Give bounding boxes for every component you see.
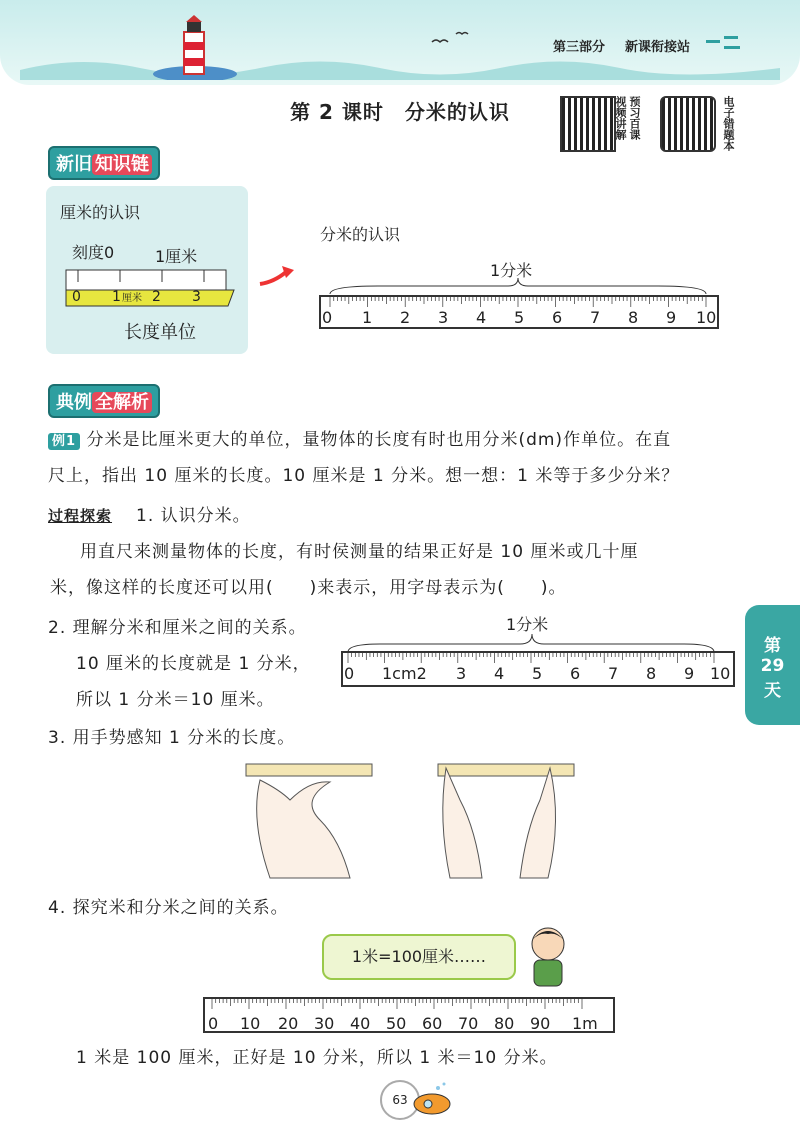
conclusion-text: 1 米是 100 厘米，正好是 10 分米，所以 1 米＝10 分米。 bbox=[76, 1048, 558, 1068]
qr1-caption bbox=[614, 96, 641, 140]
section-tag-example-a: 典例 bbox=[56, 392, 92, 413]
dm-tick: 9 bbox=[666, 308, 677, 327]
dm-tick: 8 bbox=[628, 308, 639, 327]
arrow-icon bbox=[256, 264, 298, 288]
meter-tick: 0 bbox=[208, 1014, 219, 1033]
lighthouse-icon bbox=[150, 14, 240, 80]
step1-line-1: 用直尺来测量物体的长度，有时侯测量的结果正好是 10 厘米或几十厘 bbox=[80, 542, 639, 562]
dm-tick: 3 bbox=[438, 308, 449, 327]
qr1-caption-text: 视频讲解 bbox=[614, 96, 627, 140]
step2-line-1: 10 厘米的长度就是 1 分米， bbox=[76, 654, 311, 674]
day-tab-line3: 天 bbox=[764, 681, 781, 701]
dm-tick: 6 bbox=[552, 308, 563, 327]
day-tab bbox=[745, 605, 800, 725]
meter-tick: 80 bbox=[494, 1014, 515, 1033]
meter-tick: 10 bbox=[240, 1014, 261, 1033]
qr2-caption: 电子错题本 bbox=[722, 96, 735, 151]
meter-tick: 60 bbox=[422, 1014, 443, 1033]
example-line-1 bbox=[48, 428, 748, 454]
step1-title: 1. 认识分米。 bbox=[136, 506, 251, 526]
dm-tick: 5 bbox=[514, 308, 525, 327]
step2-tick: 9 bbox=[684, 664, 695, 683]
meter-ruler bbox=[202, 996, 618, 1036]
cm-tick: 2 bbox=[152, 289, 161, 305]
step2-ruler-label: 1分米 bbox=[506, 615, 549, 634]
cm-box-title: 厘米的认识 bbox=[60, 203, 141, 222]
meter-tick: 20 bbox=[278, 1014, 299, 1033]
meter-tick: 50 bbox=[386, 1014, 407, 1033]
step1-line-2: 米，像这样的长度还可以用( )来表示，用字母表示为( )。 bbox=[50, 578, 567, 598]
dm-ruler bbox=[318, 276, 722, 336]
lesson-title: 第 2 课时 分米的认识 bbox=[290, 100, 510, 124]
day-tab-line2: 29 bbox=[760, 656, 785, 676]
submarine-icon bbox=[412, 1082, 452, 1116]
step2-tick: 1cm2 bbox=[382, 664, 427, 683]
section-tag-example bbox=[48, 384, 160, 418]
section-title: 新课衔接站 bbox=[625, 40, 691, 55]
boy-character-icon bbox=[522, 924, 574, 990]
process-label: 过程探索 bbox=[48, 507, 113, 525]
cm-tick: 1 bbox=[112, 289, 121, 305]
step4-title: 4. 探究米和分米之间的关系。 bbox=[48, 898, 289, 918]
section-tag-review bbox=[48, 146, 160, 180]
label-zero-mark: 刻度0 bbox=[72, 243, 115, 262]
example-line-2: 尺上，指出 10 厘米的长度。10 厘米是 1 分米。想一想：1 米等于多少分米？ bbox=[48, 466, 680, 486]
label-one-cm: 1厘米 bbox=[155, 247, 198, 266]
step2-tick: 7 bbox=[608, 664, 619, 683]
section-tag-review-a: 新旧 bbox=[56, 154, 92, 175]
day-tab-line1: 第 bbox=[764, 636, 781, 656]
meter-tick: 30 bbox=[314, 1014, 335, 1033]
hand-gesture-one-image bbox=[240, 760, 380, 880]
dm-label: 1分米 bbox=[490, 261, 533, 280]
step2-tick: 6 bbox=[570, 664, 581, 683]
step2-tick: 0 bbox=[344, 664, 355, 683]
example-tag: 例1 bbox=[48, 433, 80, 450]
meter-tick: 1m bbox=[572, 1014, 598, 1033]
hand-gesture-two-image bbox=[430, 760, 580, 880]
meter-tick: 40 bbox=[350, 1014, 371, 1033]
step2-tick: 10 bbox=[710, 664, 731, 683]
cm-tick: 0 bbox=[72, 289, 81, 305]
cm-ruler-labels bbox=[72, 289, 201, 305]
step2-tick: 8 bbox=[646, 664, 657, 683]
dm-tick: 2 bbox=[400, 308, 411, 327]
step2-line-2: 所以 1 分米＝10 厘米。 bbox=[76, 690, 275, 710]
qr1-caption-text2: 预习百课 bbox=[628, 96, 641, 140]
step3-title: 3. 用手势感知 1 分米的长度。 bbox=[48, 728, 296, 748]
cm-tick: 3 bbox=[192, 289, 201, 305]
dm-tick: 0 bbox=[322, 308, 333, 327]
error-book-qr-code[interactable] bbox=[660, 96, 716, 152]
page-number: 63 bbox=[380, 1080, 420, 1120]
header-logo-icon bbox=[706, 34, 742, 52]
cm-tick: 厘米 bbox=[122, 293, 142, 304]
meter-tick: 90 bbox=[530, 1014, 551, 1033]
meter-tick: 70 bbox=[458, 1014, 479, 1033]
label-length-unit: 长度单位 bbox=[124, 322, 196, 343]
bird-icon bbox=[430, 28, 470, 48]
section-tag-example-b: 全解析 bbox=[92, 392, 152, 413]
speech-bubble: 1米=100厘米…… bbox=[322, 934, 516, 980]
section-tag-review-b: 知识链 bbox=[92, 154, 152, 175]
step2-tick: 3 bbox=[456, 664, 467, 683]
example-text-1: 分米是比厘米更大的单位，量物体的长度有时也用分米(dm)作单位。在直 bbox=[86, 430, 672, 450]
dm-tick: 7 bbox=[590, 308, 601, 327]
step2-title: 2. 理解分米和厘米之间的关系。 bbox=[48, 618, 307, 638]
step2-tick: 5 bbox=[532, 664, 543, 683]
section-label: 第三部分 bbox=[553, 40, 606, 55]
dm-tick: 10 bbox=[696, 308, 717, 327]
dm-tick: 4 bbox=[476, 308, 487, 327]
video-qr-code[interactable] bbox=[560, 96, 616, 152]
dm-title: 分米的认识 bbox=[320, 225, 401, 244]
dm-tick: 1 bbox=[362, 308, 373, 327]
step2-tick: 4 bbox=[494, 664, 505, 683]
